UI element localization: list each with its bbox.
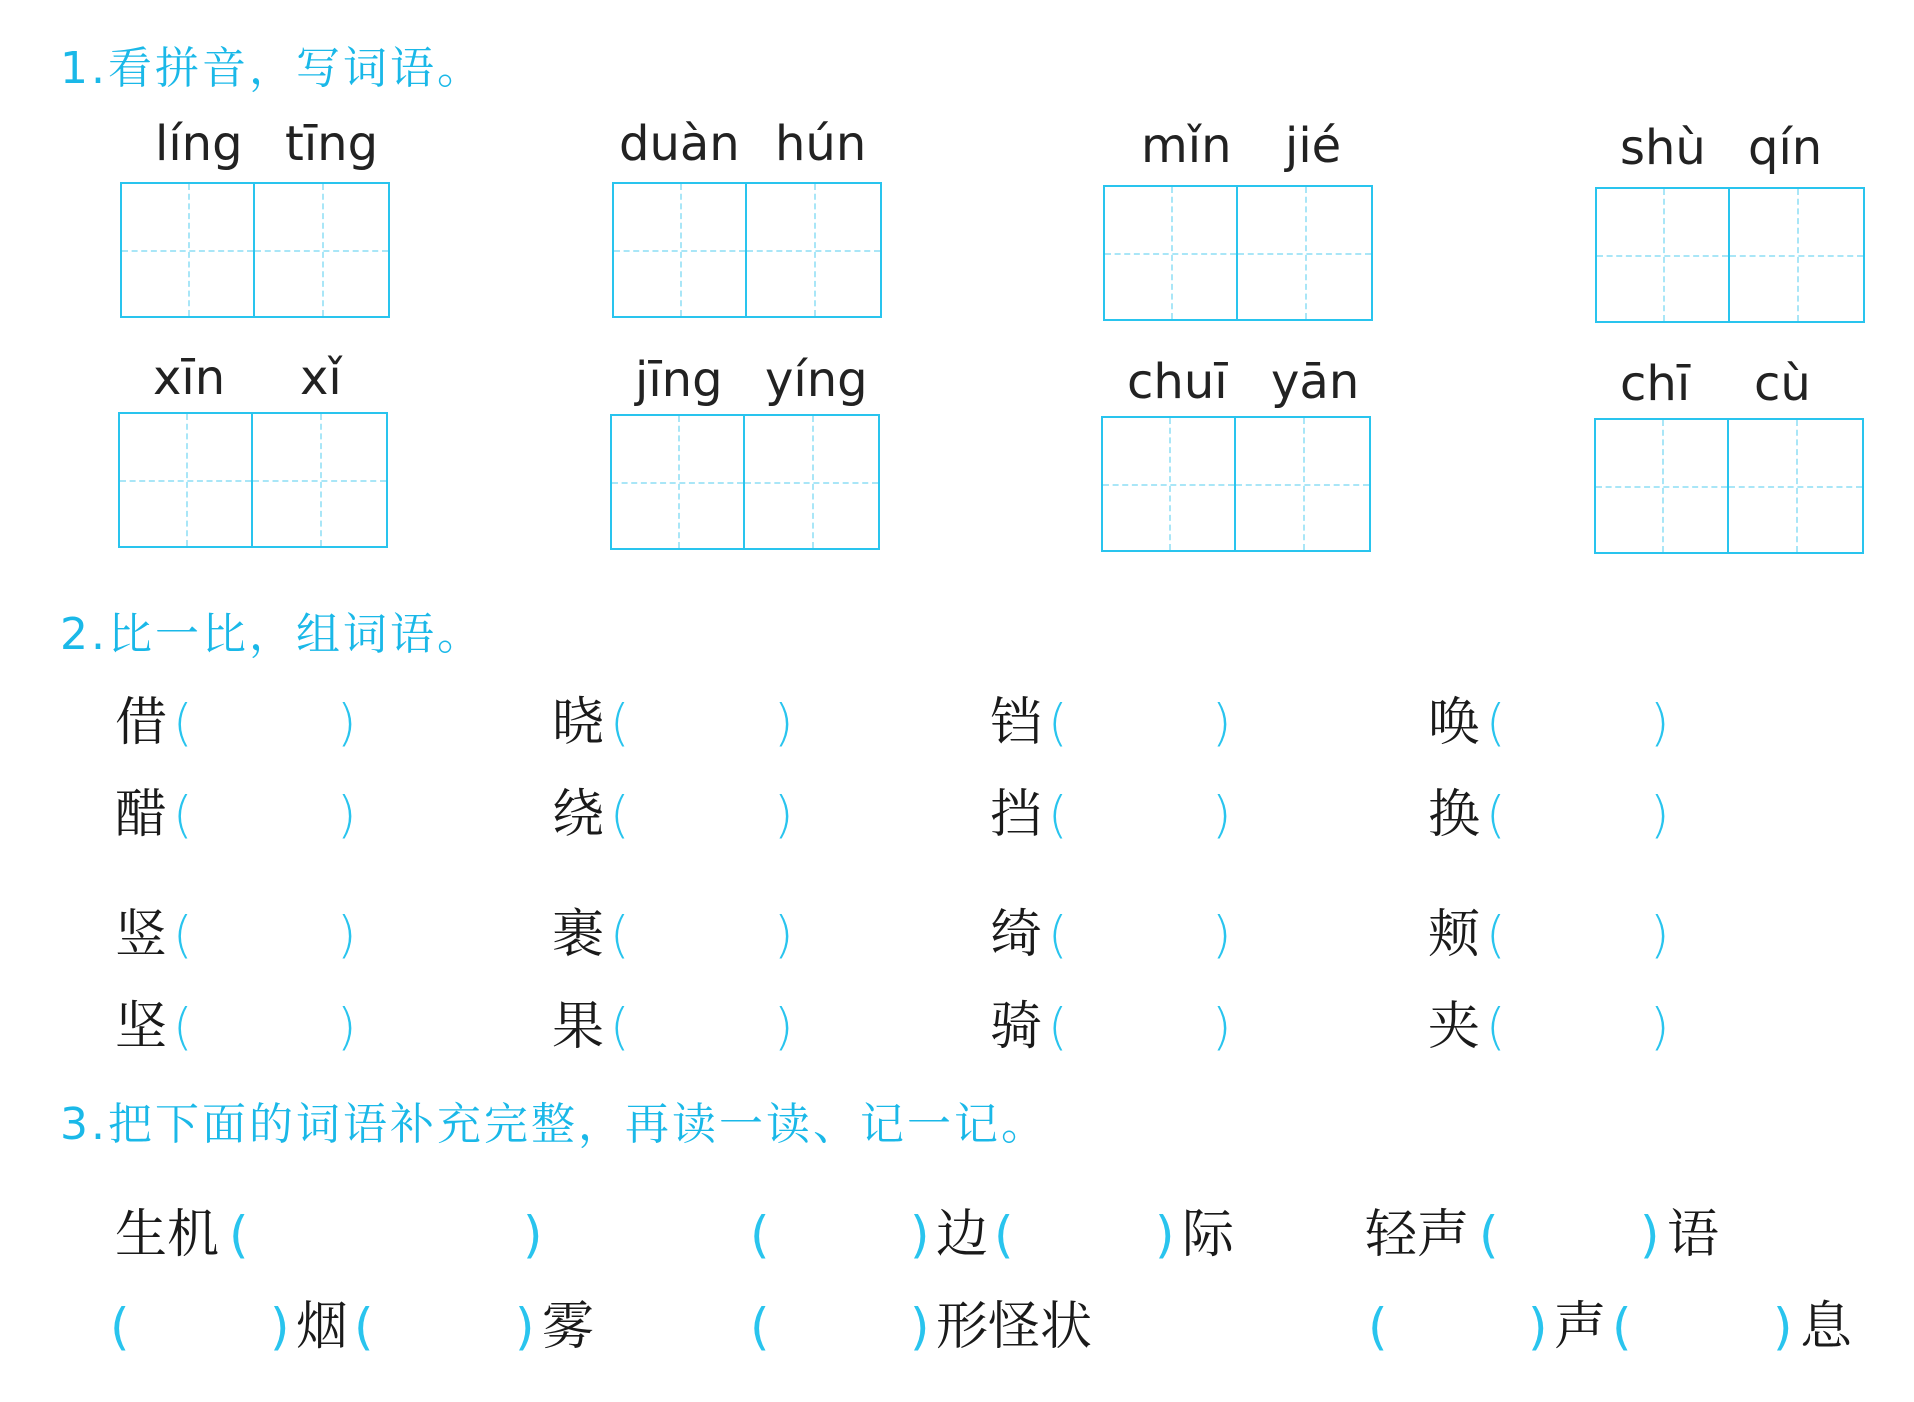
open-paren: ( xyxy=(1486,694,1506,752)
compare-char: 晓 xyxy=(552,693,605,753)
close-paren: ) xyxy=(337,906,357,964)
idiom-text: 语 xyxy=(1667,1205,1720,1265)
compare-word-item xyxy=(115,688,375,758)
close-paren: ) xyxy=(1212,998,1232,1056)
open-paren: ( xyxy=(110,1298,130,1356)
answer-blank[interactable] xyxy=(634,788,784,842)
writing-grid[interactable] xyxy=(1103,185,1373,321)
close-paren: ) xyxy=(774,998,794,1056)
idiom-text: 边 xyxy=(936,1205,989,1265)
answer-blank[interactable] xyxy=(1072,1000,1222,1054)
idiom-text: 轻声 xyxy=(1365,1205,1470,1265)
close-paren: ) xyxy=(337,694,357,752)
compare-char: 竖 xyxy=(115,905,168,965)
section3-heading: 3.把下面的词语补充完整，再读一读、记一记。 xyxy=(60,1099,1048,1150)
grid-cell[interactable] xyxy=(1238,187,1371,319)
pinyin-text: jīng xyxy=(635,352,723,408)
idiom-text: 际 xyxy=(1182,1205,1235,1265)
compare-word-item xyxy=(1428,780,1688,850)
answer-blank[interactable] xyxy=(1510,696,1660,750)
answer-blank[interactable] xyxy=(1510,788,1660,842)
close-paren: ) xyxy=(1650,786,1670,844)
close-paren: ) xyxy=(270,1298,290,1356)
pinyin-text: cù xyxy=(1754,356,1811,412)
idiom-text: 息 xyxy=(1800,1297,1853,1357)
writing-grid[interactable] xyxy=(118,412,388,548)
compare-word-item xyxy=(990,780,1250,850)
compare-word-item xyxy=(115,780,375,850)
answer-blank[interactable] xyxy=(1510,1000,1660,1054)
idiom-text: 声 xyxy=(1554,1297,1607,1357)
close-paren: ) xyxy=(774,786,794,844)
grid-cell[interactable] xyxy=(612,416,745,548)
writing-grid[interactable] xyxy=(1594,418,1864,554)
grid-cell[interactable] xyxy=(1103,418,1236,550)
open-paren: ( xyxy=(1486,786,1506,844)
open-paren: ( xyxy=(610,998,630,1056)
compare-char: 醋 xyxy=(115,785,168,845)
close-paren: ) xyxy=(1650,694,1670,752)
compare-char: 唤 xyxy=(1428,693,1481,753)
close-paren: ) xyxy=(523,1206,543,1264)
compare-char: 裹 xyxy=(552,905,605,965)
answer-blank[interactable] xyxy=(197,908,347,962)
close-paren: ) xyxy=(774,906,794,964)
grid-cell[interactable] xyxy=(1236,418,1369,550)
open-paren: ( xyxy=(1368,1298,1388,1356)
grid-cell[interactable] xyxy=(253,414,386,546)
close-paren: ) xyxy=(1773,1298,1793,1356)
compare-word-item xyxy=(1428,900,1688,970)
grid-cell[interactable] xyxy=(614,184,747,316)
writing-grid[interactable] xyxy=(1595,187,1865,323)
pinyin-text: mǐn xyxy=(1141,118,1232,174)
writing-grid[interactable] xyxy=(1101,416,1371,552)
idiom-text: 生机 xyxy=(115,1205,220,1265)
compare-char: 铛 xyxy=(990,693,1043,753)
compare-word-item xyxy=(1428,992,1688,1062)
open-paren: ( xyxy=(173,906,193,964)
section2-heading: 2.比一比，组词语。 xyxy=(60,609,484,660)
pinyin-text: tīng xyxy=(285,116,379,172)
compare-word-item xyxy=(1428,688,1688,758)
grid-cell[interactable] xyxy=(1729,420,1862,552)
open-paren: ( xyxy=(1486,998,1506,1056)
open-paren: ( xyxy=(1048,906,1068,964)
compare-word-item xyxy=(990,688,1250,758)
compare-char: 借 xyxy=(115,693,168,753)
writing-grid[interactable] xyxy=(120,182,390,318)
compare-word-item xyxy=(115,900,375,970)
writing-grid[interactable] xyxy=(610,414,880,550)
answer-blank[interactable] xyxy=(1072,908,1222,962)
compare-char: 绮 xyxy=(990,905,1043,965)
close-paren: ) xyxy=(337,998,357,1056)
pinyin-text: yíng xyxy=(765,352,868,408)
close-paren: ) xyxy=(774,694,794,752)
pinyin-text: xǐ xyxy=(300,350,342,406)
grid-cell[interactable] xyxy=(1105,187,1238,319)
pinyin-text: duàn xyxy=(619,116,740,172)
answer-blank[interactable] xyxy=(634,908,784,962)
close-paren: ) xyxy=(910,1298,930,1356)
compare-word-item xyxy=(552,688,812,758)
open-paren: ( xyxy=(173,694,193,752)
grid-cell[interactable] xyxy=(122,184,255,316)
close-paren: ) xyxy=(337,786,357,844)
grid-cell[interactable] xyxy=(745,416,878,548)
close-paren: ) xyxy=(515,1298,535,1356)
open-paren: ( xyxy=(610,786,630,844)
idiom-text: 雾 xyxy=(542,1297,595,1357)
open-paren: ( xyxy=(1479,1206,1499,1264)
compare-char: 骑 xyxy=(990,997,1043,1057)
compare-char: 绕 xyxy=(552,785,605,845)
close-paren: ) xyxy=(1212,786,1232,844)
open-paren: ( xyxy=(610,906,630,964)
idiom-text: 烟 xyxy=(296,1297,349,1357)
pinyin-text: chī xyxy=(1620,356,1691,412)
close-paren: ) xyxy=(1212,694,1232,752)
pinyin-text: chuī xyxy=(1127,354,1228,410)
answer-blank[interactable] xyxy=(1072,788,1222,842)
compare-word-item xyxy=(990,992,1250,1062)
idiom-text: 形怪状 xyxy=(936,1297,1093,1357)
answer-blank[interactable] xyxy=(197,788,347,842)
open-paren: ( xyxy=(1048,694,1068,752)
close-paren: ) xyxy=(1528,1298,1548,1356)
open-paren: ( xyxy=(173,786,193,844)
answer-blank[interactable] xyxy=(634,696,784,750)
open-paren: ( xyxy=(1048,998,1068,1056)
open-paren: ( xyxy=(1612,1298,1632,1356)
compare-word-item xyxy=(990,900,1250,970)
compare-word-item xyxy=(115,992,375,1062)
compare-char: 夹 xyxy=(1428,997,1481,1057)
section1-heading: 1.看拼音，写词语。 xyxy=(60,43,484,94)
open-paren: ( xyxy=(1486,906,1506,964)
close-paren: ) xyxy=(1650,906,1670,964)
compare-char: 挡 xyxy=(990,785,1043,845)
grid-cell[interactable] xyxy=(120,414,253,546)
pinyin-text: yān xyxy=(1271,354,1360,410)
grid-cell[interactable] xyxy=(747,184,880,316)
close-paren: ) xyxy=(1155,1206,1175,1264)
open-paren: ( xyxy=(173,998,193,1056)
compare-char: 果 xyxy=(552,997,605,1057)
compare-word-item xyxy=(552,780,812,850)
open-paren: ( xyxy=(229,1206,249,1264)
answer-blank[interactable] xyxy=(634,1000,784,1054)
close-paren: ) xyxy=(1212,906,1232,964)
pinyin-text: hún xyxy=(775,116,867,172)
grid-cell[interactable] xyxy=(1730,189,1863,321)
pinyin-text: shù xyxy=(1620,120,1706,176)
pinyin-text: qín xyxy=(1748,120,1823,176)
close-paren: ) xyxy=(1650,998,1670,1056)
grid-cell[interactable] xyxy=(1596,420,1729,552)
open-paren: ( xyxy=(750,1206,770,1264)
open-paren: ( xyxy=(610,694,630,752)
answer-blank[interactable] xyxy=(197,1000,347,1054)
answer-blank[interactable] xyxy=(197,696,347,750)
compare-char: 颊 xyxy=(1428,905,1481,965)
answer-blank[interactable] xyxy=(1072,696,1222,750)
close-paren: ) xyxy=(910,1206,930,1264)
compare-char: 换 xyxy=(1428,785,1481,845)
compare-char: 坚 xyxy=(115,997,168,1057)
grid-cell[interactable] xyxy=(1597,189,1730,321)
compare-word-item xyxy=(552,900,812,970)
grid-cell[interactable] xyxy=(255,184,388,316)
open-paren: ( xyxy=(354,1298,374,1356)
open-paren: ( xyxy=(994,1206,1014,1264)
open-paren: ( xyxy=(750,1298,770,1356)
close-paren: ) xyxy=(1640,1206,1660,1264)
pinyin-text: jié xyxy=(1285,118,1342,174)
writing-grid[interactable] xyxy=(612,182,882,318)
open-paren: ( xyxy=(1048,786,1068,844)
answer-blank[interactable] xyxy=(1510,908,1660,962)
pinyin-text: líng xyxy=(155,116,243,172)
compare-word-item xyxy=(552,992,812,1062)
pinyin-text: xīn xyxy=(153,350,226,406)
